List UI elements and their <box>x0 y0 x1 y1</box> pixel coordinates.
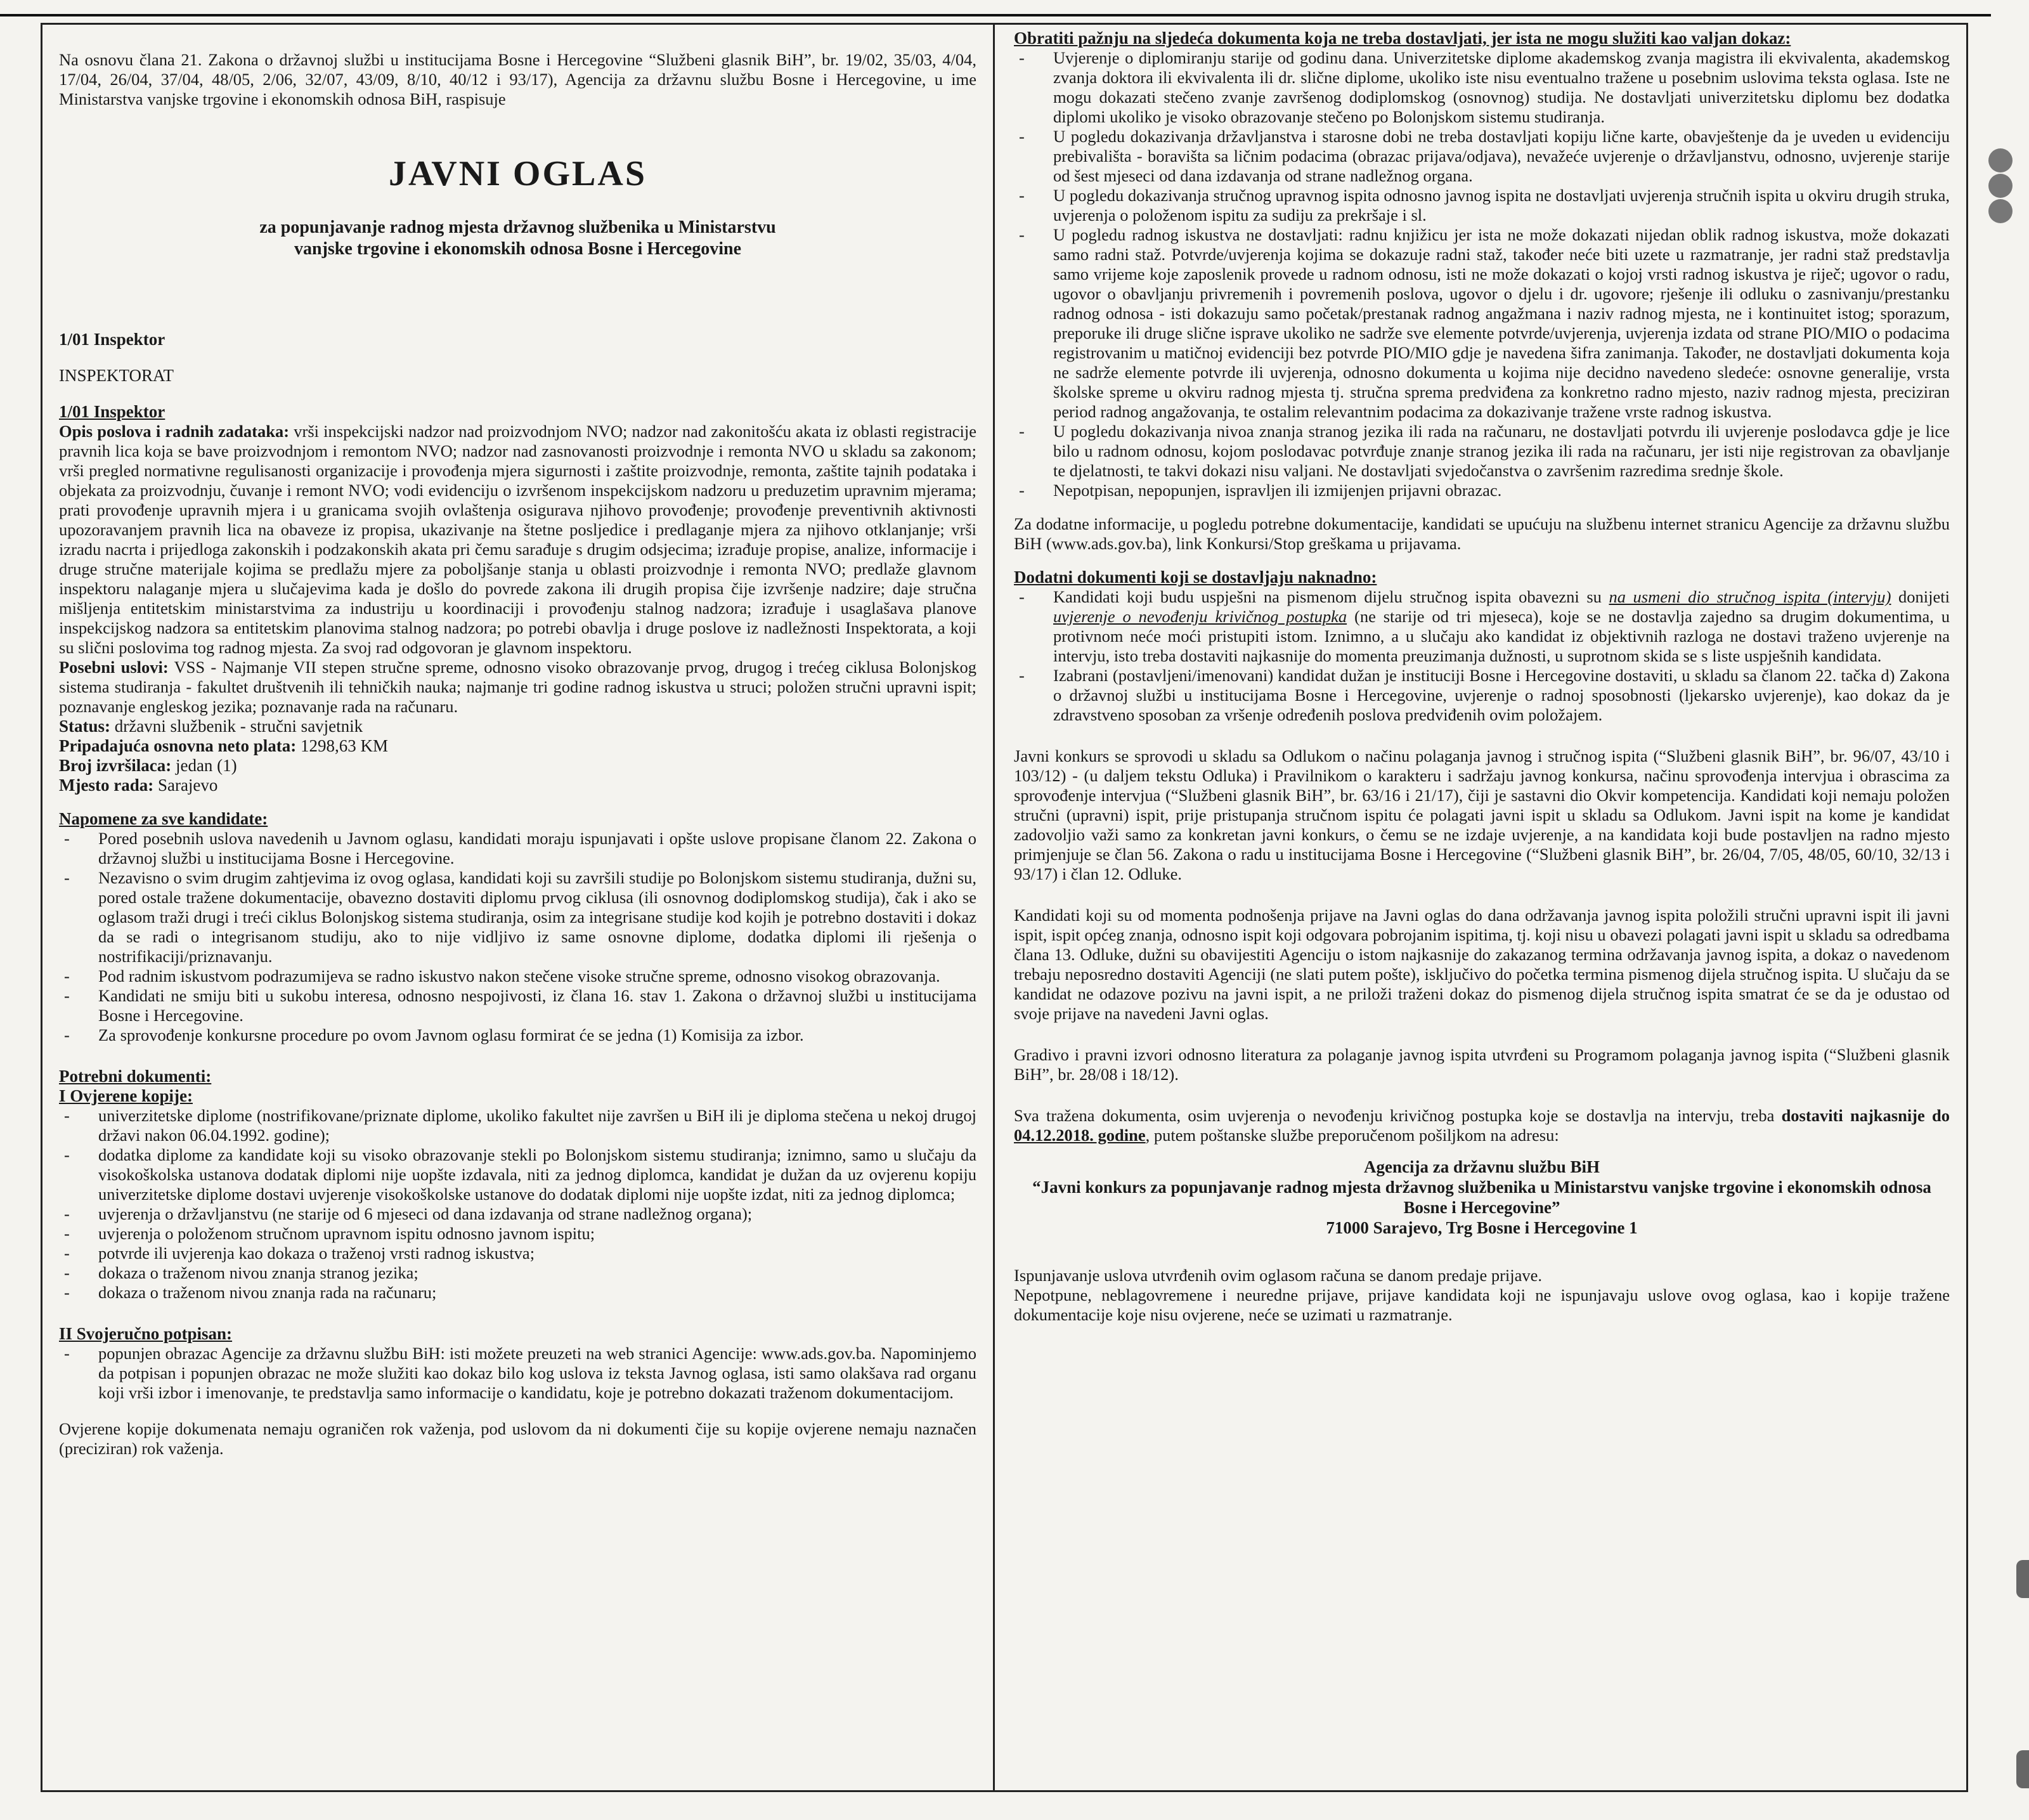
signed-form-list <box>59 1344 976 1403</box>
salary-label: Pripadajuća osnovna neto plata: <box>59 736 297 755</box>
list-item: - dokaza o traženom nivou znanja stranog jezika; <box>59 1263 976 1283</box>
deadline-date: 04.12.2018. godine <box>1014 1126 1146 1145</box>
announcement-title: JAVNI OGLAS <box>389 154 647 193</box>
location-value: Sarajevo <box>153 776 218 795</box>
oral-exam-phrase: na usmeni dio stručnog ispita (intervju) <box>1609 587 1891 606</box>
position-heading: 1/01 Inspektor <box>59 330 165 349</box>
list-item: - Kandidati ne smiju biti u sukobu interesa, odnosno nespojivosti, iz člana 16. stav 1. Zakona o državnoj službi u institucijama Bosne i Hercegovine. <box>59 986 976 1025</box>
list-item: - Uvjerenje o diplomiranju starije od godinu dana. Univerzitetske diplome akademskog zvanja magistra ili ekvivalenta, akademskog zvanja doktora ili ekvivalenta ili dr. slične diplome, ukoliko iste nisu eventualno tražene u posebnim uslovima teksta oglasa. Iste ne mogu dokazati stečeno zvanje završenog dodiplomskog (osnovnog) studija. Ne dostavljati univerzitetsku diplomu bez dodatka diplomi ukoliko je visoko obrazovanje stečeno po Bolonjskom sistemu studiranja. <box>1014 48 1950 127</box>
edge-marks <box>1988 148 2014 224</box>
documents-heading: Potrebni dokumenti: <box>59 1067 212 1086</box>
salary-line <box>59 736 976 756</box>
closing-line-2: Nepotpune, neblagovremene i neuredne prijave, prijave kandidata koji ne ispunjavaju uslove ovog oglasa, kao i kopije tražene dokumentacije koje nisu ovjerene, neće se uzimati u razmatranje. <box>1014 1285 1950 1324</box>
margin-dot-icon <box>1988 199 2013 223</box>
location-line <box>59 776 976 795</box>
announcement-subtitle <box>59 217 976 260</box>
special-conditions-paragraph <box>59 658 976 717</box>
duties-text: vrši inspekcijski nadzor nad proizvodnjom NVO; nadzor nad zakonitošću akata iz oblasti registracije pravnih lica koja se bave proizvodnjom i remontom NVO; nadzor nad zasnovanosti proizvodnje i remonta NVO u skladu sa zakonom; vrši pregled normativne regulisanosti organizacije i provođenja mjera sigurnosti i zaštite proizvodnje, remonta, zaštite tajnih podataka i objekata za proizvodnju, čuvanje i remont NVO; vodi evidenciju o izvršenom inspekcijskom nadzoru u preduzetim upravnim mjerama; prati provođenje upravnih mjera i u granicama svojih ovlaštenja osigurava njihovo provođenje; provođenje preventivnih aktivnosti upozoravanjem pravnih lica na obaveze iz propisa, ukazivanje na štetne posljedice i predlaganje mjera za njihovo otklanjanje; vrši izradu nacrta i prijedloga zakonskih i podzakonskih akata pri čemu sarađuje s drugim odsjecima; izrađuje propise, analize, informacije i druge stručne materijale kojima se predlažu mjere za poboljšanje stanja u oblasti proizvodnje i remonta NVO; predlaže glavnom inspektoru nalaganje mjera u slučajevima kada je došlo do povrede zakona ili drugih propisa čije izvršenje nadzire; daje stručna mišljenja entitetskim ministarstvima za industriju u koordinaciji i provođenju stalnog nadzora; izrađuje i usaglašava planove inspekcijskog nadzora sa entitetskim planovima stalnog nadzora; po potrebi obavlja i druge poslove iz nadležnosti Inspektorata, a koji su slični poslovima tog radnog mjesta. Za svoj rad odgovoran je glavnom inspektoru. <box>59 422 977 657</box>
address-line-3: 71000 Sarajevo, Trg Bosne i Hercegovine 1 <box>1326 1218 1638 1237</box>
address-line-2: “Javni konkurs za popunjavanje radnog mjesta državnog službenika u Ministarstvu vanjske trgovine i ekonomskih odnosa Bosne i Hercegovine” <box>1032 1178 1931 1217</box>
list-item: - popunjen obrazac Agencije za državnu službu BiH: isti možete preuzeti na web stranici Agencije: www.ads.gov.ba. Napominjemo da potpisan i popunjen obrazac ne može služiti kao dokaz bilo kog uslova iz teksta Javnog oglasa, isti samo olakšava rad organu koji vrši izbor i imenovanje, te predstavlja samo informacije o kandidatu, koje je potrebno dokazati traženom dokumentacijom. <box>59 1344 976 1403</box>
deadline-bold: dostaviti najkasnije do <box>1781 1106 1950 1125</box>
additional-documents-list <box>1014 587 1950 725</box>
certified-copies-heading: I Ovjerene kopije: <box>59 1086 193 1105</box>
status-value: državni službenik - stručni savjetnik <box>110 717 363 736</box>
list-item: - Za sprovođenje konkursne procedure po ovom Javnom oglasu formirat će se jedna (1) Komisija za izbor. <box>59 1025 976 1045</box>
list-item: - U pogledu dokazivanja stručnog upravnog ispita odnosno javnog ispita ne dostavljati uvjerenja stručnih ispita u okviru drugih struka, uvjerenja o položenom ispitu za sudiju za prekršaje i sl. <box>1014 186 1950 225</box>
invalid-documents-list <box>1014 48 1950 500</box>
invalid-documents-heading: Obratiti pažnju na sljedeća dokumenta koja ne treba dostavljati, jer ista ne mogu služiti kao valjan dokaz: <box>1014 29 1791 48</box>
list-item: - dokaza o traženom nivou znanja rada na računaru; <box>59 1283 976 1303</box>
list-item <box>1014 587 1950 666</box>
status-label: Status: <box>59 717 111 736</box>
special-conditions-label: Posebni uslovi: <box>59 658 169 677</box>
duties-paragraph <box>59 422 976 658</box>
subtitle-line-2: vanjske trgovine i ekonomskih odnosa Bosne i Hercegovine <box>294 239 741 259</box>
criminal-record-phrase: uvjerenje o nevođenju krivičnog postupka <box>1053 607 1347 626</box>
certified-copies-list <box>59 1106 976 1303</box>
list-item: - uvjerenja o položenom stručnom upravnom ispitu odnosno javnom ispitu; <box>59 1224 976 1244</box>
margin-dot-icon <box>1988 148 2013 172</box>
deadline-text: Sva tražena dokumenta, osim uvjerenja o nevođenju krivičnog postupka koje se dostavlja na intervju, treba <box>1014 1106 1782 1125</box>
list-item: - univerzitetske diplome (nostrifikovane/priznate diplome, ukoliko fakultet nije završen u BiH ili je diploma stečena u nekoj drugoj državi nakon 06.04.1992. godine); <box>59 1106 976 1145</box>
additional-info-paragraph: Za dodatne informacije, u pogledu potrebne dokumentacije, kandidati se upućuju na službenu internet stranicu Agencije za državnu službu BiH (www.ads.gov.ba), link Konkursi/Stop greškama u prijavama. <box>1014 514 1950 553</box>
executors-value: jedan (1) <box>171 756 237 775</box>
edge-mark-icon <box>2016 1560 2029 1598</box>
duties-label: Opis poslova i radnih zadataka: <box>59 422 290 441</box>
address-line-1: Agencija za državnu službu BiH <box>1364 1157 1600 1176</box>
list-item: - Pod radnim iskustvom podrazumijeva se radno iskustvo nakon stečene visoke stručne spreme, odnosno visokog obrazovanja. <box>59 966 976 986</box>
salary-value: 1298,63 KM <box>296 736 389 755</box>
additional-documents-heading: Dodatni dokumenti koji se dostavljaju naknadno: <box>1014 568 1377 587</box>
mailing-address <box>1014 1157 1950 1238</box>
additional-text: (ne starije od tri mjeseca), koje se ne dostavlja zajedno sa drugim dokumentima, u protivnom neće moći pristupiti istom. Iznimno, a u slučaju ako kandidat iz objektivnih razloga ne dostavi traženo uvjerenje na intervju, isto treba dostaviti najkasnije do momenta preuzimanja dužnosti, u suprotnom skida se s liste uspješnih kandidata. <box>1053 607 1950 665</box>
list-item: - Pored posebnih uslova navedenih u Javnom oglasu, kandidati moraju ispunjavati i opšte uslove propisane članom 22. Zakona o državnoj službi u institucijama Bosne i Hercegovine. <box>59 829 976 868</box>
executors-line <box>59 756 976 776</box>
competition-paragraph: Javni konkurs se sprovodi u skladu sa Odlukom o načinu polaganja javnog i stručnog ispita (“Službeni glasnik BiH”, br. 96/07, 43/10 i 103/12) - (u daljem tekstu Odluka) i Pravilnikom o karakteru i sadržaju javnog konkursa, načinu sprovođenja intervjua i obrascima za sprovođenje intervjua (“Službeni glasnik BiH”, br. 63/16 i 21/17), čiji je sastavni dio Okvir kompetencija. Kandidati koji nemaju položen stručni (upravni) ispit, prije pristupanja stručnom ispitu će polagati javni ispit u skladu sa Odlukom. Javni ispit na kome je kandidat zadovoljio važi samo za konkretan javni konkurs, o čemu se ne izdaje uvjerenje, a na kandidata koji bude postavljen na radno mjesto primjenjuje se član 56. Zakona o radu u institucijama Bosne i Hercegovine (“Službeni glasnik BiH”, br. 26/04, 7/05, 48/05, 60/10, 32/13 i 93/17) i član 12. Odluke. <box>1014 746 1950 883</box>
announcement-page <box>41 23 1968 1792</box>
special-conditions-text: VSS - Najmanje VII stepen stručne spreme, odnosno visoko obrazovanje prvog, drugog i trećeg ciklusa Bolonjskog sistema studiranja - fakultet društvenih ili tehničkih nauka; najmanje tri godine radnog iskustva u struci; položen stručni upravni ispit; poznavanje engleskog jezika; poznavanje rada na računaru. <box>59 658 977 716</box>
list-item: - Nezavisno o svim drugim zahtjevima iz ovog oglasa, kandidati koji su završili studije po Bolonjskom sistemu studiranja, dužni su, pored ostale tražene dokumentacije, obavezno dostaviti diplomu prvog ciklusa (ili osnovnog dodiplomskog studija), čak i ako se oglasom traži drugi i treći ciklus Bolonjskog sistema studiranja, osim za integrisane studije kod kojih je potrebno dostaviti i dokaz da se radi o integrisanom studiju, ako to nije vidljivo iz same osnovne diplome, dodatka diplomi ili rješenja o nostrifikaciji/priznavanju. <box>59 868 976 966</box>
executors-label: Broj izvršilaca: <box>59 756 172 775</box>
intro-paragraph: Na osnovu člana 21. Zakona o državnoj službi u institucijama Bosne i Hercegovine “Službeni glasnik BiH”, br. 19/02, 35/03, 4/04, 17/04, 26/04, 37/04, 48/05, 2/06, 32/07, 43/09, 8/10, 40/12 i 93/17), Agencija za državnu službu Bosne i Hercegovine, u ime Ministarstva vanjske trgovine i ekonomskih odnosa BiH, raspisuje <box>59 50 977 108</box>
status-line <box>59 717 976 736</box>
left-column <box>42 25 995 1790</box>
list-item: - Nepotpisan, nepopunjen, ispravljen ili izmijenjen prijavni obrazac. <box>1014 481 1950 500</box>
list-item: - potvrde ili uvjerenja kao dokaza o traženoj vrsti radnog iskustva; <box>59 1244 976 1263</box>
list-item: - dodatka diplome za kandidate koji su visoko obrazovanje stekli po Bolonjskom sistemu studiranja; iznimno, samo u slučaju da visokoškolska ustanova dodatak diplomi nije uopšte izdavala, niti za jednog diplomca, kandidat je dužan da uz ovjerenu kopiju univerzitetske diplome dostavi uvjerenje visokoškolske ustanove do dodatak diplomi nije uopšte izdat, niti za jednog diplomca; <box>59 1145 976 1204</box>
deadline-paragraph <box>1014 1106 1950 1145</box>
candidates-paragraph: Kandidati koji su od momenta podnošenja prijave na Javni oglas do dana održavanja javnog ispita položili stručni upravni ispit ili javni ispit, ispit općeg znanja, odnosno ispit koji odgovara pobrojanim ispitima, tj. koji nisu u obavezi polagati javni ispit u skladu sa odredbama člana 13. Odluke, dužni su obavijestiti Agenciju o istom najkasnije do zakazanog termina održavanja javnog ispita, a dokaz o navedenom trebaju neposredno dostaviti Agenciji (ne slati putem pošte), isključivo do početka termina pismenog dijela stručnog ispita. U slučaju da se kandidat ne odazove pozivu na javni ispit, a ne priloži traženi dokaz do pismenog dijela stručnog ispita smatrat će se da je odustao od svoje prijave na navedeni Javni oglas. <box>1014 906 1950 1023</box>
location-label: Mjesto rada: <box>59 776 154 795</box>
edge-mark-icon <box>2016 1750 2029 1788</box>
subtitle-line-1: za popunjavanje radnog mjesta državnog službenika u Ministarstvu <box>259 218 776 237</box>
margin-dot-icon <box>1988 174 2013 198</box>
notes-heading: Napomene za sve kandidate: <box>59 809 268 828</box>
notes-list <box>59 829 976 1045</box>
list-item: - uvjerenja o državljanstvu (ne starije od 6 mjeseci od dana izdavanja od strane nadležnog organa); <box>59 1204 976 1224</box>
additional-text: donijeti <box>1891 587 1950 606</box>
additional-text: Kandidati koji budu uspješni na pismenom dijelu stručnog ispita obavezni su <box>1053 587 1609 606</box>
list-item: - U pogledu dokazivanja nivoa znanja stranog jezika ili rada na računaru, ne dostavljati potvrdu ili uvjerenje poslodavca gdje je lice bilo u radnom odnosu, kojom poslodavac potvrđuje znanje stranog jezika ili rada na računaru, jer isti nije registrovan za obavljanje te djelatnosti, te takvi dokazi nisu valjani. Ne dostavljati svjedočanstva o završenim razredima srednje škole. <box>1014 422 1950 481</box>
top-rule <box>0 0 1991 16</box>
signed-form-heading: II Svojeručno potpisan: <box>59 1324 233 1343</box>
closing-line-1: Ispunjavanje uslova utvrđenih ovim oglasom računa se danom predaje prijave. <box>1014 1266 1543 1285</box>
validity-note: Ovjerene kopije dokumenata nemaju ograničen rok važenja, pod uslovom da ni dokumenti čije su kopije ovjerene nemaju naznačen (preciziran) rok važenja. <box>59 1419 977 1458</box>
list-item: - Izabrani (postavljeni/imenovani) kandidat dužan je instituciji Bosne i Hercegovine dostaviti, u skladu sa članom 22. tačka d) Zakona o državnoj službi u institucijama Bosne i Hercegovine, uvjerenje o radnoj sposobnosti (ljekarsko uvjerenje), kao dokaz da je zdravstveno sposoban za vršenje određenih poslova predviđenih ovim položajem. <box>1014 666 1950 725</box>
literature-paragraph: Gradivo i pravni izvori odnosno literatura za polaganje javnog ispita utvrđeni su Programom polaganja javnog ispita (“Službeni glasnik BiH”, br. 28/08 i 18/12). <box>1014 1045 1950 1084</box>
list-item: - U pogledu radnog iskustva ne dostavljati: radnu knjižicu jer ista ne može dokazati nijedan oblik radnog iskustva, može dokazati samo radni staž. Potvrde/uvjerenja kojima se dokazuje radni staž, također neće biti uzete u razmatranje, jer radni staž predstavlja samo vrijeme koje zaposlenik provede u radnom odnosu, isti ne može dokazati o kojoj vrsti radnog iskustva je riječ; ugovor o radu, ugovor o obavljanju privremenih i povremenih poslova, ugovor o djelu i dr. ugovore; rješenje ili odluku o zasnivanju/prestanku radnog odnosa - isti dokazuju samo početak/prestanak radnog angažmana i naziv radnog mjesta, ne i kontinuitet istog; sporazum, preporuke ili druge slične isprave ukoliko ne sadrže sve elemente potvrde/uvjerenja, uvjerenja izdata od strane PIO/MIO o podacima registrovanim u matičnoj evidenciji bez potvrde PIO/MIO gdje je navedena šifra zanimanja. Također, ne dostavljati dokumenta koja ne sadrže elemente potvrde ili uvjerenja, odnosno dokumenta u kojima nije decidno navedeno sledeće: osnovne generalije, vrsta školske spreme u okviru radnog mjesta tj. stručna sprema predviđena za konkretno radno mjesto, naziv radnog mjesta, preciziran period radnog angažovanja, te ostalim relevantnim podacima za dokazivanje tražene vrste radnog iskustva. <box>1014 225 1950 422</box>
position-heading-underlined: 1/01 Inspektor <box>59 402 165 421</box>
right-column <box>995 25 1966 1790</box>
list-item: - U pogledu dokazivanja državljanstva i starosne dobi ne treba dostavljati kopiju lične karte, obavještenje da je uveden u evidenciju prebivališta - boravišta sa ličnim podacima (obrazac prijava/odjava), nevažeće uvjerenje o državljanstvu, odnosno, uvjerenje starije od šest mjeseci od dana izdavanja od strane nadležnog organa. <box>1014 127 1950 186</box>
deadline-text: , putem poštanske službe preporučenom pošiljkom na adresu: <box>1145 1126 1559 1145</box>
department-name: INSPEKTORAT <box>59 366 174 385</box>
